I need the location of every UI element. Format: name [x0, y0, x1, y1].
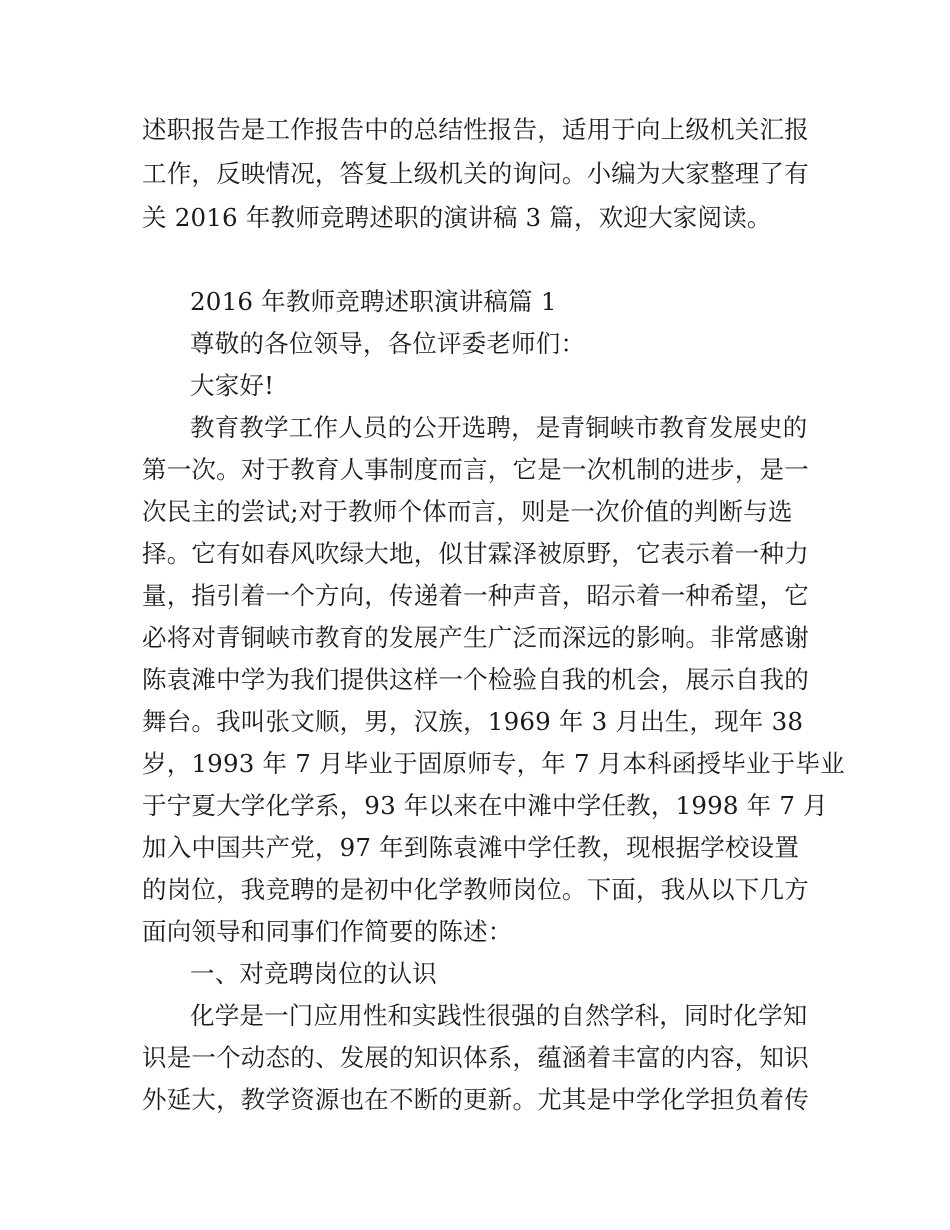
body-line: 的岗位，我竞聘的是初中化学教师岗位。下面，我从以下几方: [142, 875, 809, 904]
heading-1: 一、对竞聘岗位的认识: [190, 959, 437, 988]
greeting: 大家好!: [190, 371, 275, 400]
body-line: 于宁夏大学化学系，93 年以来在中滩中学任教，1998 年 7 月: [142, 791, 828, 820]
intro-line-3: 关 2016 年教师竞聘述职的演讲稿 3 篇，欢迎大家阅读。: [142, 203, 772, 232]
body-line: 陈袁滩中学为我们提供这样一个检验自我的机会，展示自我的: [142, 665, 809, 694]
body2-line: 识是一个动态的、发展的知识体系，蕴涵着丰富的内容，知识: [142, 1043, 809, 1072]
body2-line: 外延大，教学资源也在不断的更新。尤其是中学化学担负着传: [142, 1085, 809, 1114]
intro-line-1: 述职报告是工作报告中的总结性报告，适用于向上级机关汇报: [142, 115, 809, 144]
body-line: 面向领导和同事们作简要的陈述：: [142, 917, 513, 946]
body-line: 量，指引着一个方向，传递着一种声音，昭示着一种希望，它: [142, 581, 809, 610]
salutation: 尊敬的各位领导，各位评委老师们：: [190, 329, 586, 358]
body-line: 舞台。我叫张文顺，男，汉族，1969 年 3 月出生，现年 38: [142, 707, 804, 736]
body-line: 第一次。对于教育人事制度而言，它是一次机制的进步，是一: [142, 455, 809, 484]
body2-line: 化学是一门应用性和实践性很强的自然学科，同时化学知: [190, 1001, 808, 1030]
body-line: 次民主的尝试;对于教师个体而言，则是一次价值的判断与选: [142, 497, 793, 526]
body-line: 教育教学工作人员的公开选聘，是青铜峡市教育发展史的: [190, 413, 808, 442]
body-line: 择。它有如春风吹绿大地，似甘霖泽被原野，它表示着一种力: [142, 539, 809, 568]
body-line: 必将对青铜峡市教育的发展产生广泛而深远的影响。非常感谢: [142, 623, 809, 652]
section-title: 2016 年教师竞聘述职演讲稿篇 1: [190, 287, 557, 316]
intro-line-2: 工作，反映情况，答复上级机关的询问。小编为大家整理了有: [142, 159, 809, 188]
body-line: 加入中国共产党，97 年到陈袁滩中学任教，现根据学校设置: [142, 833, 800, 862]
body-line: 岁，1993 年 7 月毕业于固原师专，年 7 月本科函授毕业于毕业: [142, 749, 845, 778]
